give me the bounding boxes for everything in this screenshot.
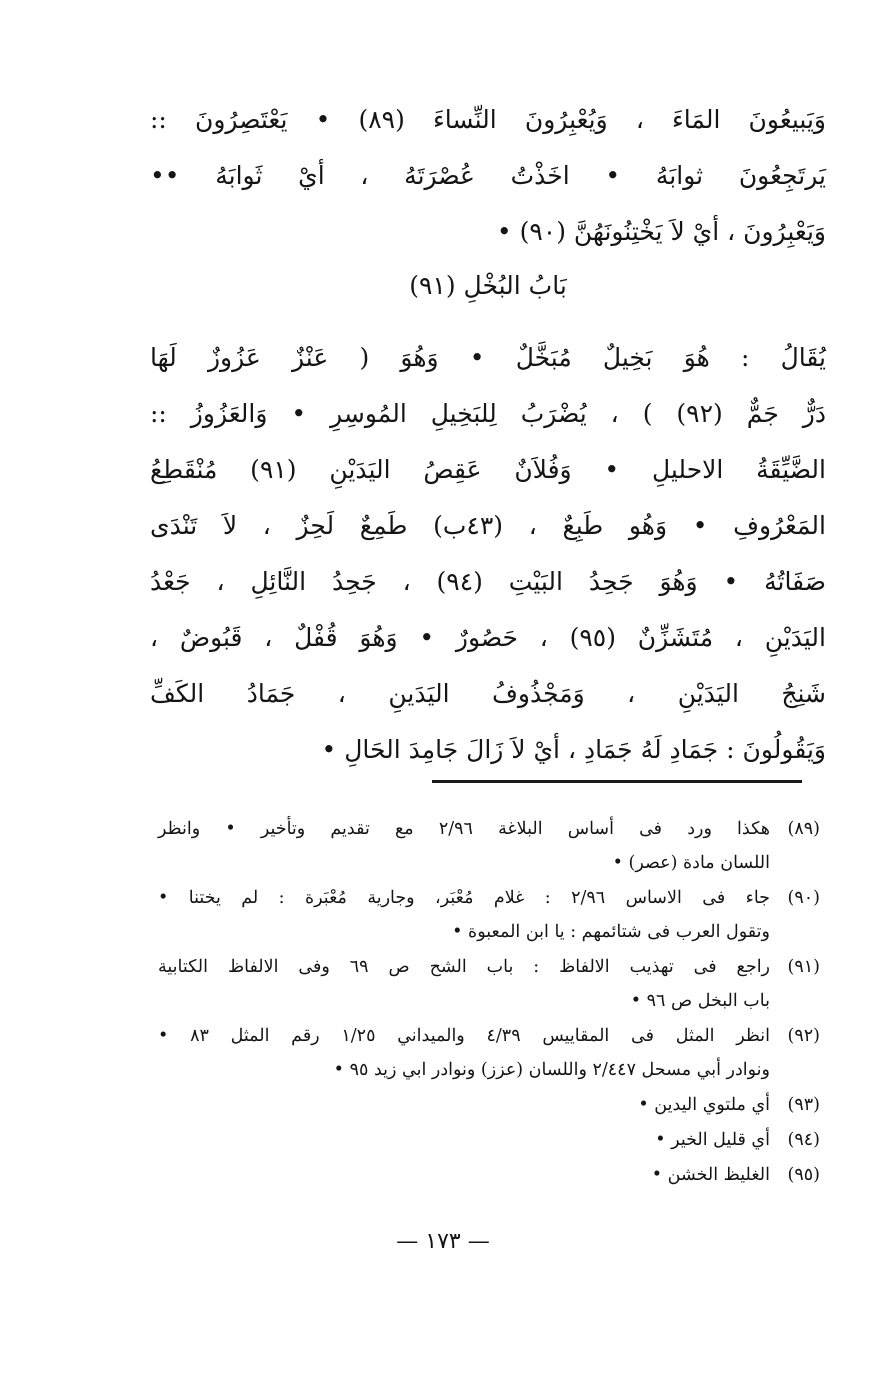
footnote-line: راجع فى تهذيب الالفاظ : باب الشح ص ٦٩ وفى الالفاظ الكتابية — [158, 957, 771, 977]
body-line: يُقَالُ : هُوَ بَخِيلٌ مُبَخَّلٌ • وَهُوَ ( عَنْزٌ عَزُوزٌ لَهَا — [150, 343, 826, 372]
footnote-94 — [158, 1123, 820, 1157]
footnote-number: (٩٢) — [787, 1026, 820, 1046]
body-line: وَيَقُولُونَ : جَمَادِ لَهُ جَمَادِ ، أيْ لاَ زَالَ جَامِدَ الحَالِ • — [321, 735, 826, 764]
footnote-line: ونوادر أبي مسحل ٢/٤٤٧ واللسان (عزز) ونوادر ابي زيد ٩٥ • — [333, 1060, 770, 1080]
footnote-line: أي ملتوي اليدين • — [638, 1095, 770, 1115]
footnotes — [158, 812, 820, 1193]
footnote-number: (٩٣) — [787, 1095, 820, 1115]
paragraph-one — [150, 92, 826, 260]
body-line: الضَّيِّقَةُ الاحليلِ • وَفُلاَنٌ عَقِصُ اليَدَيْنِ (٩١) مُنْقَطِعُ — [150, 455, 826, 484]
footnote-95 — [158, 1158, 820, 1192]
section-heading: بَابُ البُخْلِ (٩١) — [409, 271, 567, 300]
body-line: وَيَبيعُونَ المَاءَ ، وَيُعْبِرُونَ النِّساءَ (٨٩) • يَعْتَصِرُونَ :: — [150, 105, 827, 134]
footnote-line: جاء فى الاساس ٢/٩٦ : غلام مُعْبَر، وجارية مُعْبَرة : لم يختنا • — [158, 888, 771, 908]
footnote-line: الغليظ الخشن • — [651, 1165, 770, 1185]
footnote-92 — [158, 1019, 820, 1087]
footnote-91 — [158, 950, 820, 1018]
body-line: صَفَاتُهُ • وَهُوَ جَحِدُ البَيْتِ (٩٤) ، جَحِدُ النَّائِلِ ، جَعْدُ — [150, 567, 826, 596]
footnote-line: هكذا ورد فى أساس البلاغة ٢/٩٦ مع تقديم وتأخير • وانظر — [158, 819, 771, 839]
footnote-line: باب البخل ص ٩٦ • — [630, 991, 770, 1011]
paragraph-two — [150, 330, 826, 778]
footnote-line: أي قليل الخير • — [655, 1130, 770, 1150]
footnote-number: (٩٠) — [787, 888, 820, 908]
footnote-number: (٩١) — [787, 957, 820, 977]
footnote-line: انظر المثل فى المقاييس ٤/٣٩ والميداني ١/٢٥ رقم المثل ٨٣ • — [158, 1026, 771, 1046]
body-line: دَرٌّ جَمٌّ (٩٢) ) ، يُضْرَبُ لِلبَخِيلِ المُوسِرِ • وَالعَزُوزُ :: — [150, 399, 826, 428]
footnote-line: وتقول العرب فى شتائمهم : يا ابن المعبوة • — [452, 922, 770, 942]
footnote-93 — [158, 1088, 820, 1122]
footnote-89 — [158, 812, 820, 880]
footnote-separator — [432, 780, 802, 783]
footnote-90 — [158, 881, 820, 949]
body-line: يَرتَجِعُونَ ثوابَهُ • اخَذْتُ عُصْرَتَهُ ، أيْ ثَوابَهُ •• — [150, 161, 826, 190]
body-line: المَعْرُوفِ • وَهُو طَبِعٌ ، (٤٣ب) طَمِعٌ لَحِزٌ ، لاَ تَنْدَى — [150, 511, 826, 540]
page-number: — ١٧٣ — — [396, 1229, 490, 1254]
footnote-number: (٩٥) — [787, 1165, 820, 1185]
body-line: اليَدَيْنِ ، مُتَشَزِّنٌ (٩٥) ، حَصُورٌ • وَهُوَ قُفْلٌ ، قَبُوضٌ ، — [150, 623, 826, 652]
footnote-number: (٩٤) — [787, 1130, 820, 1150]
footnote-number: (٨٩) — [787, 819, 820, 839]
footnote-line: اللسان مادة (عصر) • — [612, 853, 770, 873]
body-line: شَنِجُ اليَدَيْنِ ، وَمَجْذُوفُ اليَدَينِ ، جَمَادُ الكَفِّ — [150, 679, 826, 708]
body-line: وَيَعْبِرُونَ ، أيْ لاَ يَخْتِنُونَهُنَّ (٩٠) • — [496, 217, 826, 246]
